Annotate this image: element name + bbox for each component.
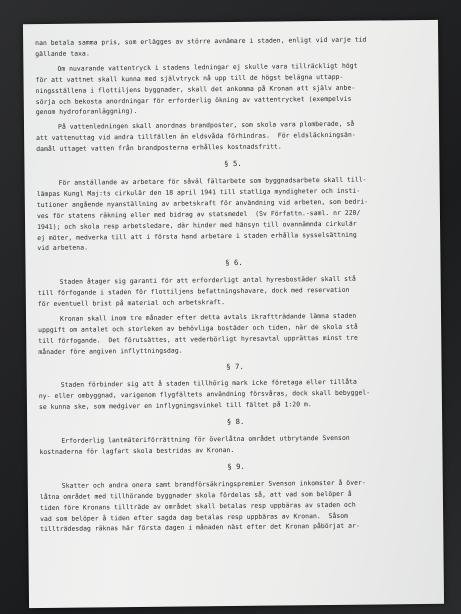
text-line: tillträdesdag räknas här första dagen i månaden näst efter det Kronan påbörjat ar-: [40, 522, 360, 534]
text-line: ves för statens räkning eller med bidrag av statsmedel (Sv Författn.-saml. nr 220/: [36, 208, 361, 220]
text-line: ningsställena i flottiljens byggnader, skall det ankomma på Kronan att själv anbe-: [35, 83, 356, 95]
text-line: tutioner angående nyanställning av arbetskraft för användning vid arbeten, som bedri-: [36, 197, 369, 209]
paragraph-1: [35, 34, 428, 60]
section-heading-6: § 6.: [225, 258, 243, 268]
paragraph-6: [38, 310, 431, 358]
text-line: Erforderlig lantmäteriförrättning för överlåtna området utbrytande Svenson: [61, 433, 350, 445]
text-line: nan betala samma pris, som erlägges av större avnämare i staden, enligt vid varje tid: [35, 35, 367, 48]
text-line: att vattenuttag vid andra tillfällen än eldsvåda förhindras. För eldsläckningsän-: [36, 130, 356, 143]
text-line: månader före angiven inflyttningsdag.: [38, 346, 183, 356]
text-line: damål uttaget vatten från brandposterna erhålles kostnadsfritt.: [36, 142, 282, 154]
text-line: till förfogande i staden för flottiljens befattningshavare, dock med reservation: [37, 285, 350, 298]
section-heading-5: § 5.: [224, 158, 242, 169]
text-line: till förfogande. Det förutsättes, att vederbörligt hyresavtal upprättas minst tre: [38, 333, 358, 345]
text-line: Staden förbinder sig att å staden tillhörig mark icke företaga eller tillåta: [60, 378, 357, 390]
text-line: Kronan skall inom tre månader efter detta avtals ikraftträdande lämna staden: [59, 311, 357, 323]
text-line: för att vattnet skall kunna med självtryck nå upp till de högst belägna uttapp-: [35, 72, 344, 84]
text-line: se kunna ske, som medgiver en inflygningsvinkel till fältet på 1:20 m.: [38, 400, 312, 412]
text-line: Skatter och andra onera samt brandförsäkringspremier Svenson inkomster å över-: [61, 478, 366, 490]
paragraph-9: [40, 477, 434, 536]
text-line: låtna området med tillhörande byggnader skola fördelas så, att vad som belöper å: [39, 489, 352, 501]
section-heading-9: § 9.: [227, 461, 245, 471]
text-line: genom hydroforanläggning).: [35, 107, 138, 117]
text-line: sörja och bekosta anordningar för erforderlig ökning av vattentrycket (exempelvis: [35, 94, 352, 106]
document-page: [23, 20, 444, 608]
paragraph-3: [36, 118, 429, 155]
text-line: vid arbetena.: [37, 243, 89, 253]
text-line: 1941); och skola resp arbetsledare, där hinder med hänsyn till ovannämnda cirkulär: [37, 219, 357, 231]
paragraph-8: [39, 432, 432, 458]
paragraph-4: [37, 174, 431, 254]
document-text: [35, 34, 433, 539]
text-line: vad som belöper å tiden efter sagda dag betalas resp uppbäras av Kronan. Såsom: [40, 511, 349, 523]
text-line: tiden före Kronans tillträde av området skall betalas resp uppbäras av staden och: [39, 500, 356, 512]
section-heading-8: § 8.: [226, 417, 245, 427]
text-line: för eventuell brist på material och arbetskraft.: [37, 298, 226, 309]
text-line: lämpas Kungl Maj:ts cirkulär den 18 april 1941 till statliga myndigheter och insti-: [36, 186, 361, 198]
text-line: För anställande av arbetare för såväl fältarbete som byggnadsarbete skall till-: [58, 175, 367, 187]
text-line: ny- eller ombyggnad, varigenom flygfältets användning försvåras, dock skall bebyggel-: [38, 388, 371, 401]
text-line: kostnaderna för lagfart skola bestridas av Kronan.: [39, 445, 235, 457]
text-line: På vattenledningen skall anordnas brandposter, som skola vara plomberade, så: [57, 120, 355, 132]
text-line: gällande taxa.: [35, 49, 90, 58]
text-line: uppgift om antalet och storleken av behövliga bostäder och tiden, när de skola stå: [38, 322, 358, 334]
paragraph-7: [39, 376, 432, 413]
section-heading-7: § 7.: [226, 361, 244, 371]
paragraph-5: [38, 273, 431, 310]
text-line: ej möter, medverka till att i första hand arbetare i staden erhålla sysselsättning: [37, 230, 357, 242]
paragraph-2: [35, 60, 429, 119]
text-line: Om nuvarande vattentryck i stadens ledningar ej skulle vara tillräckligt högt: [57, 61, 358, 73]
text-line: Staden åtager sig garanti för att erforderligt antal hyresbostäder skall stå: [59, 274, 356, 287]
